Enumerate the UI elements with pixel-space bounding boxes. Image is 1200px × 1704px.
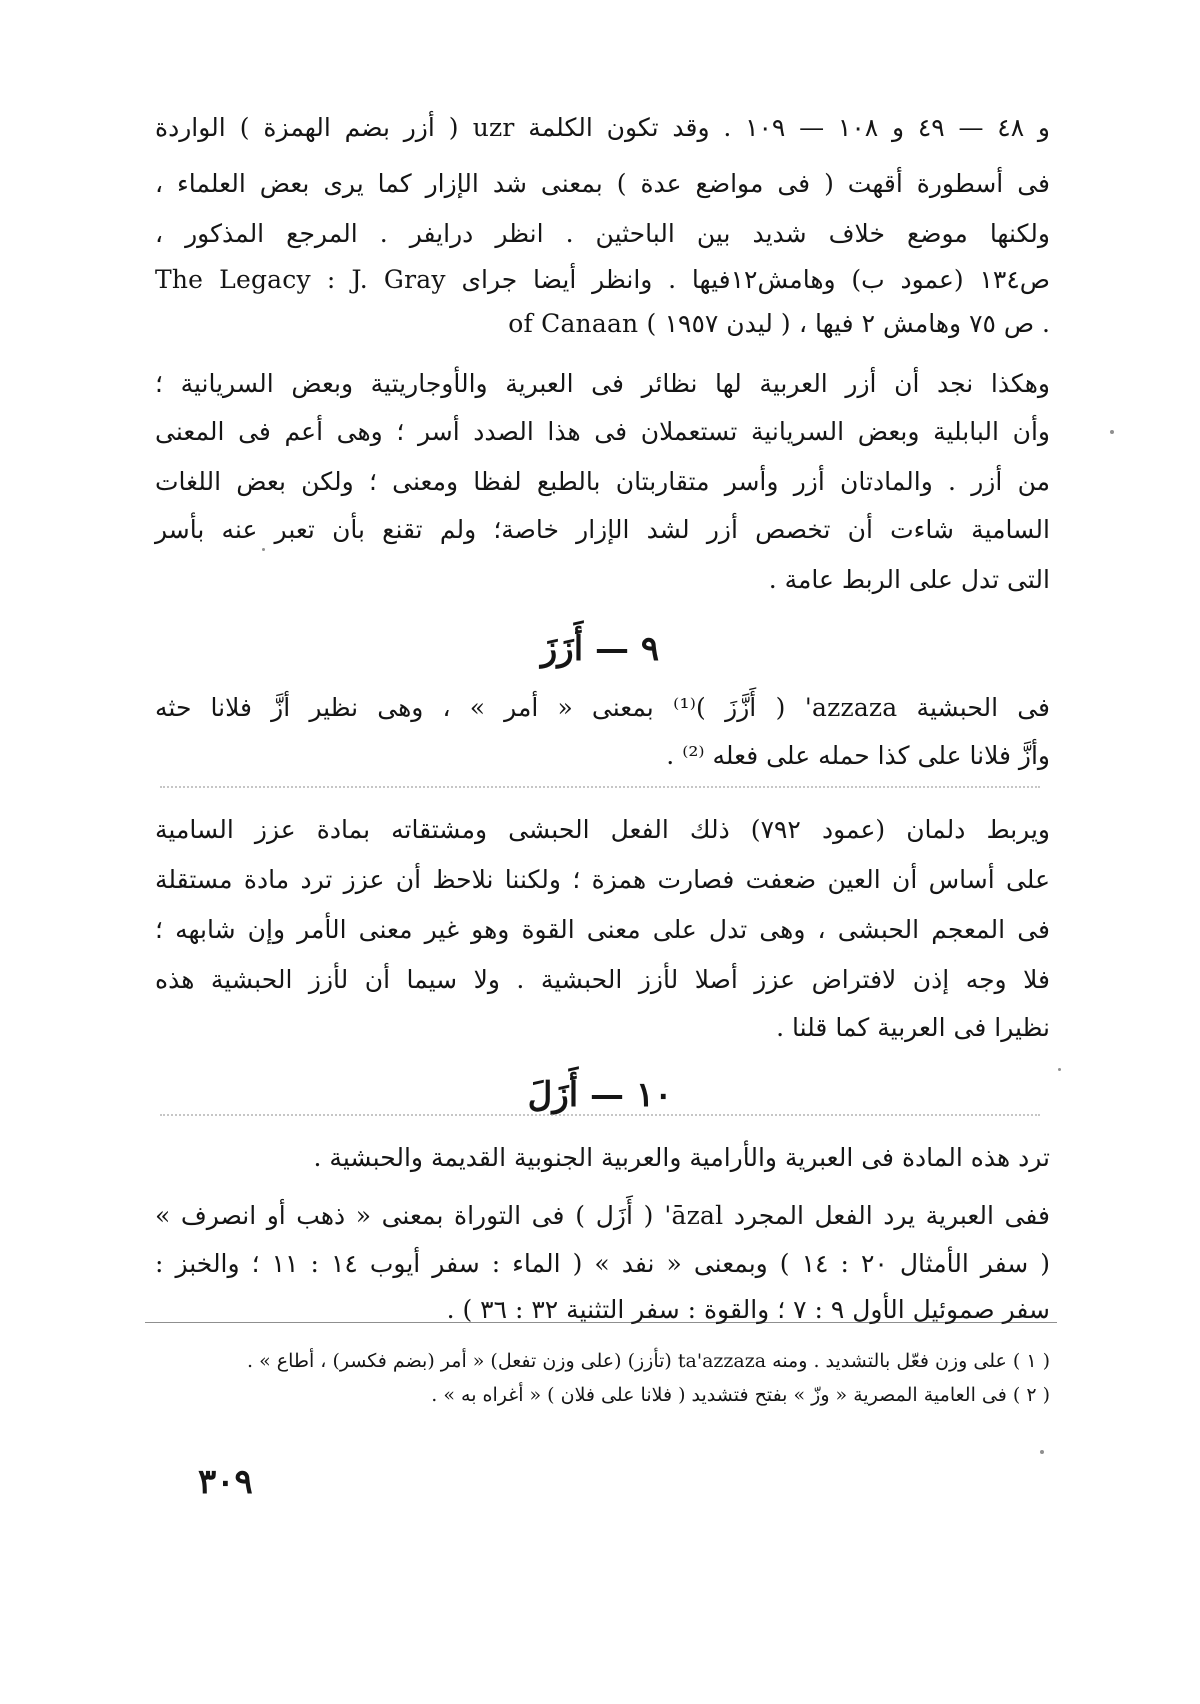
scan-speck (1040, 1450, 1044, 1454)
text-line: من أزر . والمادتان أزر وأسر متقاربتان بالطبع لفظا ومعنى ؛ ولكن بعض اللغات (155, 467, 1050, 496)
text-line: of Canaan ( ليدن ١٩٥٧ ) ، ص ٧٥ وهامش ٢ فيها . (508, 309, 1050, 338)
text-line: سفر صموئيل الأول ٩ : ٧ ؛ والقوة : سفر التثنية ٣٢ : ٣٦ ) . (446, 1295, 1050, 1324)
page-number: ٣٠٩ (198, 1462, 253, 1502)
scan-noise-line (160, 1114, 1040, 1120)
text-line: ( سفر الأمثال ٢٠ : ١٤ ) وبمعنى « نفد » ( الماء : سفر أيوب ١٤ : ١١ ؛ والخبز : (155, 1249, 1050, 1278)
text-line: على أساس أن العين ضعفت فصارت همزة ؛ ولكننا نلاحظ أن عزز ترد مادة مستقلة (155, 865, 1050, 894)
scan-noise-line (160, 786, 1040, 792)
text-line: ص١٣٤ (عمود ب) وهامش١٢فيها . وانظر أيضا جراى The Legacy : J. Gray (155, 265, 1051, 294)
text-line: فى أسطورة أقهت ( فى مواضع عدة ) بمعنى شد الإزار كما يرى بعض العلماء ، (155, 169, 1050, 198)
text-line: وأزَّ فلانا على كذا حمله على فعله ⁽²⁾ . (666, 741, 1050, 770)
text-line: فى المعجم الحبشى ، وهى تدل على معنى القوة وهو غير معنى الأمر وإن شابهه ؛ (155, 915, 1050, 944)
text-line: ترد هذه المادة فى العبرية والأرامية والعربية الجنوبية القديمة والحبشية . (313, 1143, 1050, 1172)
section-heading-9: ٩ — أَزَزَ (540, 629, 660, 669)
text-line: وهكذا نجد أن أزر العربية لها نظائر فى العبرية والأوجاريتية وبعض السريانية ؛ (155, 369, 1050, 398)
text-line: ففى العبرية يرد الفعل المجرد āzal' ( أَزَل ) فى التوراة بمعنى « ذهب أو انصرف » (155, 1201, 1050, 1230)
section-heading-10: ١٠ — أَزَلَ (527, 1075, 673, 1115)
text-line: و ٤٨ — ٤٩ و ١٠٨ — ١٠٩ . وقد تكون الكلمة uzr ( أزر بضم الهمزة ) الواردة (155, 113, 1050, 142)
text-line: فى الحبشية azzaza' ( أَزَّزَ )⁽¹⁾ بمعنى « أمر » ، وهى نظير أزَّ فلانا حثه (155, 693, 1050, 722)
text-line: فلا وجه إذن لافتراض عزز أصلا لأزز الحبشية . ولا سيما أن لأزز الحبشية هذه (155, 965, 1050, 994)
footnote-1: ( ١ ) على وزن فعّل بالتشديد . ومنه ta'azzaza (تأزز) (على وزن تفعل) « أمر (بضم فكسر) ، أطاع » . (246, 1350, 1050, 1372)
text-line: ويربط دلمان (عمود ٧٩٢) ذلك الفعل الحبشى ومشتقاته بمادة عزز السامية (155, 815, 1050, 844)
footnote-2: ( ٢ ) فى العامية المصرية « وزّ » بفتح فتشديد ( فلانا على فلان ) « أغراه به » . (431, 1384, 1050, 1406)
scan-speck (262, 548, 265, 551)
text-line: ولكنها موضع خلاف شديد بين الباحثين . انظر درايفر . المرجع المذكور ، (155, 219, 1050, 248)
footnote-divider (145, 1322, 1057, 1324)
text-line: وأن البابلية وبعض السريانية تستعملان فى هذا الصدد أسر ؛ وهى أعم فى المعنى (155, 417, 1050, 446)
scan-speck (1110, 430, 1114, 434)
text-line: نظيرا فى العربية كما قلنا . (776, 1013, 1050, 1042)
scan-speck (1058, 1068, 1061, 1071)
text-line: السامية شاءت أن تخصص أزر لشد الإزار خاصة؛ ولم تقنع بأن تعبر عنه بأسر (155, 515, 1051, 544)
text-line: التى تدل على الربط عامة . (768, 565, 1050, 594)
